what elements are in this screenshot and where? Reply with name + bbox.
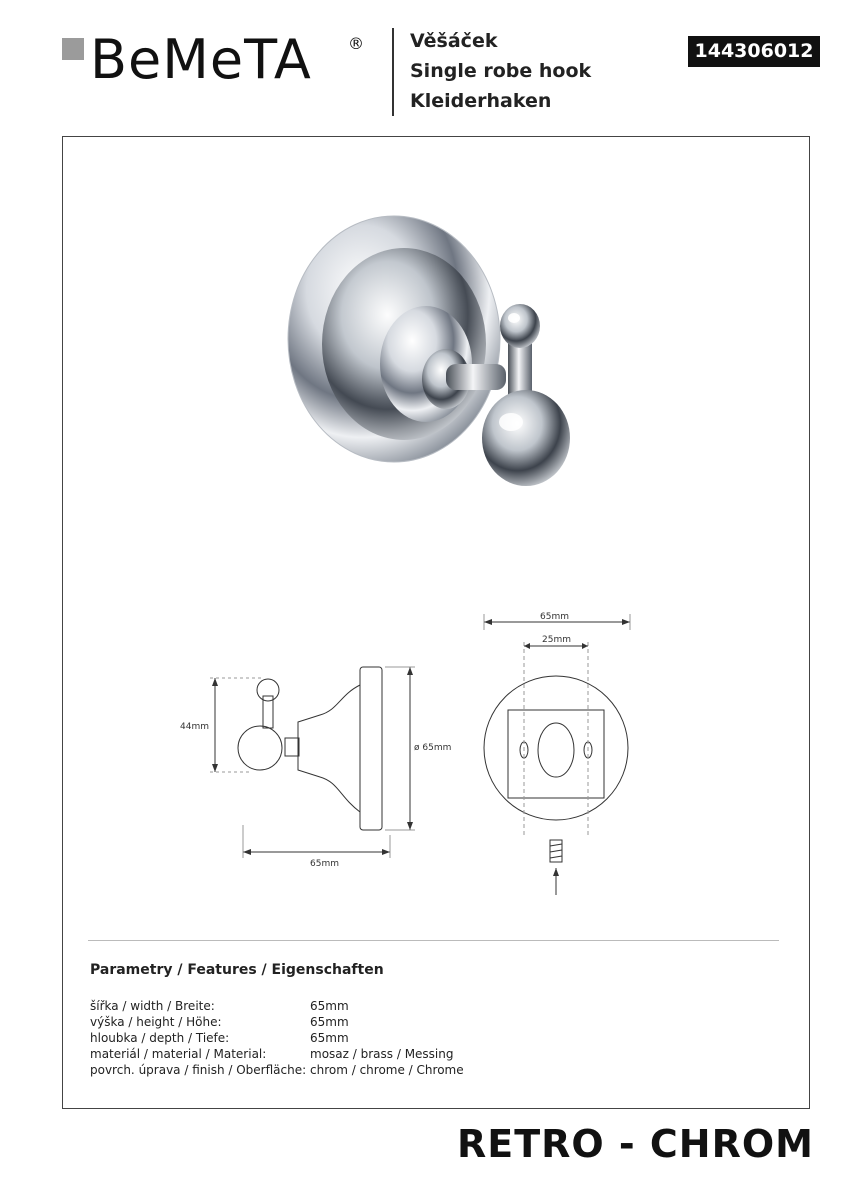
- dim-depth-label: 65mm: [310, 859, 339, 869]
- title-czech: Věšáček: [410, 30, 498, 52]
- spec-label: materiál / material / Material:: [90, 1047, 267, 1061]
- product-photo: [286, 214, 586, 494]
- spec-value: 65mm: [310, 1031, 349, 1045]
- specs-title: Parametry / Features / Eigenschaften: [90, 962, 384, 978]
- spec-row: [90, 1030, 650, 1046]
- technical-drawing: [170, 600, 670, 905]
- brand-logo: [62, 30, 382, 90]
- side-stem: [285, 738, 299, 756]
- brand-name: BeMeTA: [90, 28, 312, 91]
- dim-hole-spacing-label: 25mm: [542, 635, 571, 645]
- dim-diameter-label: ø 65mm: [414, 743, 452, 753]
- spec-value: chrom / chrome / Chrome: [310, 1063, 464, 1077]
- product-titles: [410, 26, 591, 116]
- spec-row: [90, 1014, 650, 1030]
- spec-label: povrch. úprava / finish / Oberfläche:: [90, 1063, 307, 1077]
- spec-label: výška / height / Höhe:: [90, 1015, 222, 1029]
- section-divider: [88, 940, 779, 941]
- spec-row: [90, 1062, 650, 1078]
- dim-front-width-label: 65mm: [540, 612, 569, 622]
- title-german: Kleiderhaken: [410, 90, 552, 112]
- registered-mark: ®: [348, 34, 364, 53]
- header-divider: [392, 28, 394, 116]
- spec-row: [90, 998, 650, 1014]
- front-center-hole: [538, 723, 574, 777]
- spec-value: 65mm: [310, 1015, 349, 1029]
- logo-square: [62, 38, 84, 60]
- series-name: RETRO - CHROM: [456, 1122, 814, 1166]
- spec-row: [90, 1046, 650, 1062]
- spec-label: šířka / width / Breite:: [90, 999, 215, 1013]
- side-wall-plate: [360, 667, 382, 830]
- side-hook-ball: [238, 726, 282, 770]
- spec-label: hloubka / depth / Tiefe:: [90, 1031, 230, 1045]
- product-code: 144306012: [688, 36, 820, 67]
- spec-value: 65mm: [310, 999, 349, 1013]
- side-base-profile: [298, 685, 360, 812]
- side-hook-knob: [257, 679, 279, 701]
- dim-height-label: 44mm: [180, 722, 209, 732]
- title-english: Single robe hook: [410, 60, 592, 82]
- spec-value: mosaz / brass / Messing: [310, 1047, 454, 1061]
